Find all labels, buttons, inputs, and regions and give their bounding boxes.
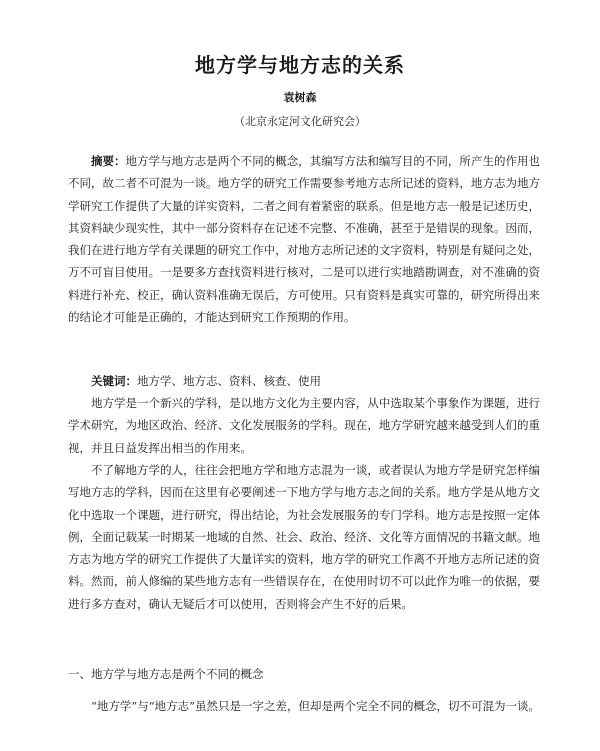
paragraph-text: “地方学”与“地方志”虽然只是一字之差，但却是两个完全不同的概念，切不可混为一谈。 [91, 699, 541, 713]
closing-paragraph [68, 695, 540, 717]
keywords [68, 370, 540, 392]
keywords-line [68, 370, 540, 392]
keywords-label: 关键词： [91, 374, 137, 388]
paragraph-text: 不了解地方学的人，往往会把地方学和地方志混为一谈，或者误认为地方学是研究怎样编写地方志的学科，因而在这里有必要阐述一下地方学与地方志之间的关系。地方学是从地方文化中选取一个课题，进行研究，得出结论，为社会发展服务的专门学科。地方志是按照一定体例，全面记载某一时期某一地域的自然、社会、政治、经济、文化等方面情况的书籍文献。地方志为地方学的研究工作提供了大量详实的资料，地方学的研究工作离不开地方志所记述的资料。然而，前人修编的某些地方志有一些错误存在，在使用时切不可以此作为唯一的依据，要进行多方查对，确认无疑后才可以使用，否则将会产生不好的后果。 [68, 463, 540, 611]
author-affiliation: （北京永定河文化研究会） [234, 115, 366, 128]
section-heading: 一、地方学与地方志是两个不同的概念 [68, 667, 264, 681]
paragraph-text: 地方学是一个新兴的学科，是以地方文化为主要内容，从中选取某个事象作为课题，进行学术研究，为地区政治、经济、文化发展服务的学科。现在，地方学研究越来越受到人们的重视，并且日益发挥出相当的作用来。 [68, 396, 540, 455]
keywords-text: 地方学、地方志、资料、核查、使用 [137, 374, 321, 388]
body-paragraph-2 [68, 459, 540, 615]
abstract-label: 摘要： [91, 154, 126, 168]
abstract-text: 地方学与地方志是两个不同的概念，其编写方法和编写目的不同，所产生的作用也不同，故二者不可混为一谈。地方学的研究工作需要参考地方志所记述的资料，地方志为地方学研究工作提供了大量的详实资料，二者之间有着紧密的联系。但是地方志一般是记述历史，其资料缺少现实性，其中一部分资料存在记述不完整、不准确，甚至于是错误的现象。因而，我们在进行地方学有关课题的研究工作中，对地方志所记述的文字资料，特别是有疑问之处，万不可盲目使用。一是要多方查找资料进行核对，二是可以进行实地踏勘调查，对不准确的资料进行补充、校正，确认资料准确无误后，方可使用。只有资料是真实可靠的，研究所得出来的结论才可能是正确的，才能达到研究工作预期的作用。 [68, 154, 541, 325]
paper-title: 地方学与地方志的关系 [195, 53, 405, 77]
author-name: 袁树森 [283, 91, 317, 104]
body-paragraph-1 [68, 392, 540, 459]
abstract-paragraph [68, 150, 540, 328]
abstract [68, 150, 540, 328]
